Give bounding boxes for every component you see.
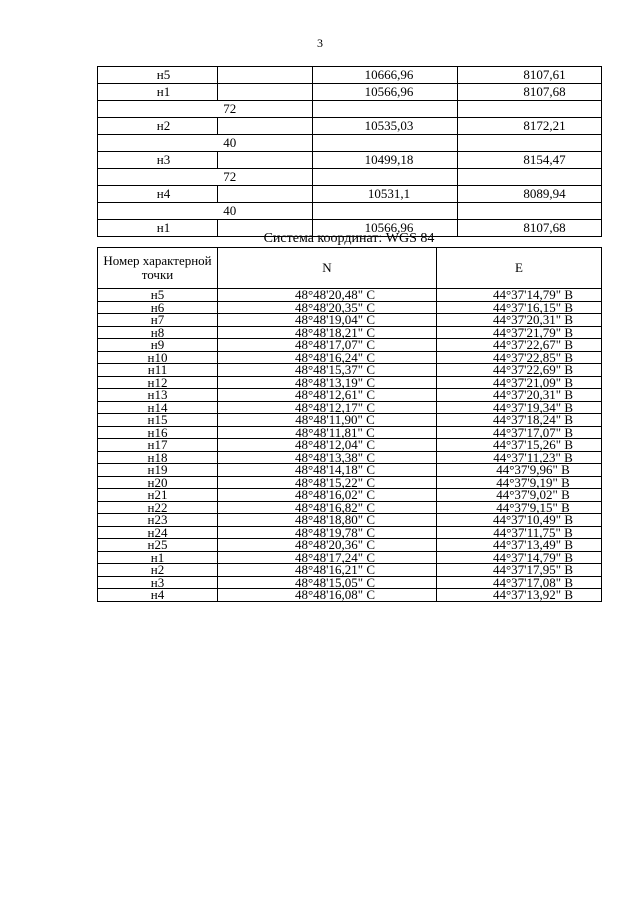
longitude-e: 44°37'9,19" В	[437, 476, 602, 489]
longitude-e: 44°37'16,15" В	[437, 301, 602, 314]
point-number: н17	[98, 439, 218, 452]
distance-value: 72	[218, 169, 313, 186]
x-coordinate: 10531,1	[313, 186, 458, 203]
point-number: н25	[98, 539, 218, 552]
x-coordinate: 10535,03	[313, 118, 458, 135]
table-row	[98, 152, 602, 169]
longitude-e: 44°37'22,67" В	[437, 339, 602, 352]
y-coordinate	[458, 203, 602, 220]
latitude-n: 48°48'20,48" С	[218, 289, 437, 302]
point-number: н13	[98, 389, 218, 402]
x-coordinate: 10566,96	[313, 220, 458, 237]
distance-row	[98, 169, 602, 186]
point-number: н6	[98, 301, 218, 314]
latitude-n: 48°48'19,78" С	[218, 526, 437, 539]
longitude-e: 44°37'21,79" В	[437, 326, 602, 339]
longitude-e: 44°37'11,75" В	[437, 526, 602, 539]
longitude-e: 44°37'9,96" В	[437, 464, 602, 477]
header-point-number: Номер характерной точки	[98, 248, 218, 289]
x-coordinate	[313, 203, 458, 220]
latitude-n: 48°48'15,37" С	[218, 364, 437, 377]
longitude-e: 44°37'9,15" В	[437, 501, 602, 514]
distance-cell	[218, 84, 313, 101]
point-number: н16	[98, 426, 218, 439]
point-name: н3	[98, 152, 218, 169]
point-name: н2	[98, 118, 218, 135]
point-number: н15	[98, 414, 218, 427]
latitude-n: 48°48'13,19" С	[218, 376, 437, 389]
point-number: н19	[98, 464, 218, 477]
y-coordinate: 8089,94	[458, 186, 602, 203]
point-name: н1	[98, 220, 218, 237]
y-coordinate: 8107,61	[458, 67, 602, 84]
longitude-e: 44°37'13,49" В	[437, 539, 602, 552]
point-number: н21	[98, 489, 218, 502]
longitude-e: 44°37'11,23" В	[437, 451, 602, 464]
point-number: н24	[98, 526, 218, 539]
longitude-e: 44°37'14,79" В	[437, 551, 602, 564]
coordinates-table-wgs84	[97, 247, 602, 602]
latitude-n: 48°48'13,38" С	[218, 451, 437, 464]
table-row	[98, 67, 602, 84]
longitude-e: 44°37'19,34" В	[437, 401, 602, 414]
latitude-n: 48°48'12,61" С	[218, 389, 437, 402]
point-number: н20	[98, 476, 218, 489]
point-number: н14	[98, 401, 218, 414]
longitude-e: 44°37'10,49" В	[437, 514, 602, 527]
distance-row	[98, 101, 602, 118]
longitude-e: 44°37'17,07" В	[437, 426, 602, 439]
point-name	[98, 135, 218, 152]
table-row	[98, 118, 602, 135]
point-number: н4	[98, 589, 218, 602]
y-coordinate: 8107,68	[458, 84, 602, 101]
longitude-e: 44°37'13,92" В	[437, 589, 602, 602]
y-coordinate	[458, 135, 602, 152]
longitude-e: 44°37'22,85" В	[437, 351, 602, 364]
latitude-n: 48°48'14,18" С	[218, 464, 437, 477]
latitude-n: 48°48'17,07" С	[218, 339, 437, 352]
point-number: н7	[98, 314, 218, 327]
longitude-e: 44°37'20,31" В	[437, 389, 602, 402]
latitude-n: 48°48'15,05" С	[218, 576, 437, 589]
longitude-e: 44°37'21,09" В	[437, 376, 602, 389]
latitude-n: 48°48'20,36" С	[218, 539, 437, 552]
latitude-n: 48°48'12,04" С	[218, 439, 437, 452]
latitude-n: 48°48'16,08" С	[218, 589, 437, 602]
x-coordinate: 10499,18	[313, 152, 458, 169]
point-name: н5	[98, 67, 218, 84]
distance-cell	[218, 186, 313, 203]
longitude-e: 44°37'17,08" В	[437, 576, 602, 589]
point-number: н22	[98, 501, 218, 514]
x-coordinate	[313, 169, 458, 186]
point-number: н10	[98, 351, 218, 364]
longitude-e: 44°37'17,95" В	[437, 564, 602, 577]
x-coordinate: 10566,96	[313, 84, 458, 101]
table-row	[98, 589, 602, 602]
y-coordinate: 8107,68	[458, 220, 602, 237]
point-name	[98, 101, 218, 118]
point-number: н12	[98, 376, 218, 389]
longitude-e: 44°37'15,26" В	[437, 439, 602, 452]
table-row	[98, 186, 602, 203]
latitude-n: 48°48'11,81" С	[218, 426, 437, 439]
point-number: н8	[98, 326, 218, 339]
distance-cell	[218, 152, 313, 169]
latitude-n: 48°48'16,02" С	[218, 489, 437, 502]
header-n: N	[218, 248, 437, 289]
page-number: 3	[317, 36, 323, 50]
table-row	[98, 84, 602, 101]
point-number: н11	[98, 364, 218, 377]
y-coordinate	[458, 169, 602, 186]
point-name: н1	[98, 84, 218, 101]
point-number: н1	[98, 551, 218, 564]
latitude-n: 48°48'11,90" С	[218, 414, 437, 427]
header-e: E	[437, 248, 602, 289]
latitude-n: 48°48'17,24" С	[218, 551, 437, 564]
coordinate-system-title: Система координат: WGS 84	[263, 231, 435, 246]
distance-value: 72	[218, 101, 313, 118]
y-coordinate: 8154,47	[458, 152, 602, 169]
longitude-e: 44°37'18,24" В	[437, 414, 602, 427]
y-coordinate: 8172,21	[458, 118, 602, 135]
latitude-n: 48°48'12,17" С	[218, 401, 437, 414]
latitude-n: 48°48'19,04" С	[218, 314, 437, 327]
point-number: н3	[98, 576, 218, 589]
latitude-n: 48°48'16,24" С	[218, 351, 437, 364]
distance-cell	[218, 118, 313, 135]
distance-value: 40	[218, 135, 313, 152]
longitude-e: 44°37'22,69" В	[437, 364, 602, 377]
distance-value: 40	[218, 203, 313, 220]
longitude-e: 44°37'14,79" В	[437, 289, 602, 302]
latitude-n: 48°48'18,21" С	[218, 326, 437, 339]
x-coordinate	[313, 101, 458, 118]
distance-cell	[218, 67, 313, 84]
x-coordinate: 10666,96	[313, 67, 458, 84]
latitude-n: 48°48'18,80" С	[218, 514, 437, 527]
latitude-n: 48°48'16,21" С	[218, 564, 437, 577]
table-header-row	[98, 248, 602, 289]
point-number: н18	[98, 451, 218, 464]
point-number: н9	[98, 339, 218, 352]
point-number: н2	[98, 564, 218, 577]
point-name	[98, 203, 218, 220]
latitude-n: 48°48'20,35" С	[218, 301, 437, 314]
longitude-e: 44°37'9,02" В	[437, 489, 602, 502]
point-number: н5	[98, 289, 218, 302]
latitude-n: 48°48'16,82" С	[218, 501, 437, 514]
distance-row	[98, 203, 602, 220]
distance-row	[98, 135, 602, 152]
latitude-n: 48°48'15,22" С	[218, 476, 437, 489]
coordinates-table-local	[97, 66, 602, 237]
longitude-e: 44°37'20,31" В	[437, 314, 602, 327]
point-number: н23	[98, 514, 218, 527]
point-name: н4	[98, 186, 218, 203]
x-coordinate	[313, 135, 458, 152]
point-name	[98, 169, 218, 186]
y-coordinate	[458, 101, 602, 118]
